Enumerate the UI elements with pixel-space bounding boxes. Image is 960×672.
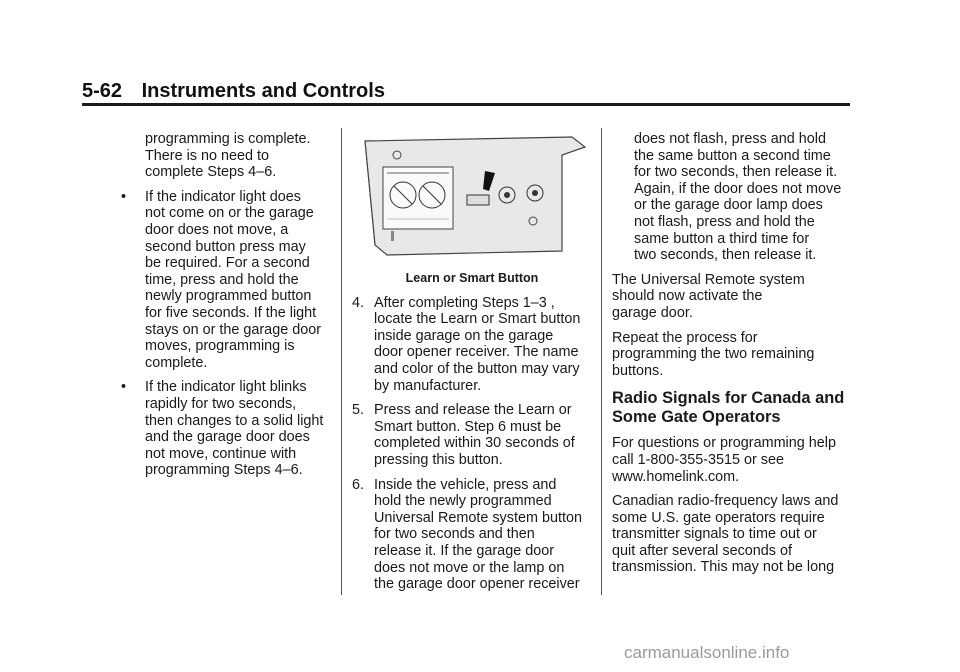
bullet-item: • If the indicator light blinks rapidly for two seconds, then changes to a solid light and the garage door does not move, continue with programming Steps 4–6. (121, 379, 324, 479)
header-rule (82, 103, 850, 106)
paragraph: Canadian radio-frequency laws and some U.S. gate operators require transmitter signals to time out or quit after several seconds of transmission. This may not be long (612, 493, 839, 576)
bullet-icon: • (121, 188, 127, 205)
bullet-icon: • (121, 379, 127, 396)
page-number: 5-62 (82, 80, 123, 102)
step-item: 6. Inside the vehicle, press and hold the newly programmed Universal Remote system button for two seconds and then release it. If the garage door does not move or the lamp on the garage door opener receiver (352, 476, 582, 593)
learn-button-icon (467, 195, 489, 205)
column-2 (352, 131, 592, 601)
page-header (82, 80, 385, 103)
bullet-item: • If the indicator light does not come on or the garage door does not move, a second button press may be required. For a second time, press and hold the newly programmed button for five seconds. If the light stays on or the garage door moves, programming is complete. (121, 188, 321, 371)
column-divider (341, 128, 342, 595)
section-heading: Radio Signals for Canada and Some Gate Operators (612, 389, 845, 427)
paragraph: Repeat the process for programming the two remaining buttons. (612, 329, 815, 379)
paragraph: For questions or programming help call 1-800-355-3515 or see www.homelink.com. (612, 435, 836, 485)
warning-label (383, 167, 453, 229)
step-number: 4. (352, 294, 365, 311)
step-number: 5. (352, 402, 365, 419)
section-title: Instruments and Controls (141, 80, 385, 102)
figure-caption: Learn or Smart Button (405, 271, 539, 285)
column-divider (601, 128, 602, 595)
step-item: 4. After completing Steps 1–3 , locate the Learn or Smart button inside garage on the garage door opener receiver. The name and color of the button may vary by manufacturer. (352, 294, 581, 394)
step-item: 5. Press and release the Learn or Smart button. Step 6 must be completed within 30 seconds of pressing this button. (352, 402, 575, 468)
column-3 (612, 131, 852, 584)
watermark: carmanualsonline.info (624, 643, 790, 662)
column-1 (120, 131, 340, 487)
garage-opener-figure (357, 133, 587, 258)
step-number: 6. (352, 476, 365, 493)
step-continuation: does not flash, press and hold the same button a second time for two seconds, then release it. Again, if the door does not move or the garage door lamp does not flash, press and hold the same button a third time for two seconds, then release it. (634, 131, 842, 264)
intro-paragraph: programming is complete. There is no need to complete Steps 4–6. (145, 131, 311, 181)
paragraph: The Universal Remote system should now activate the garage door. (612, 271, 805, 321)
